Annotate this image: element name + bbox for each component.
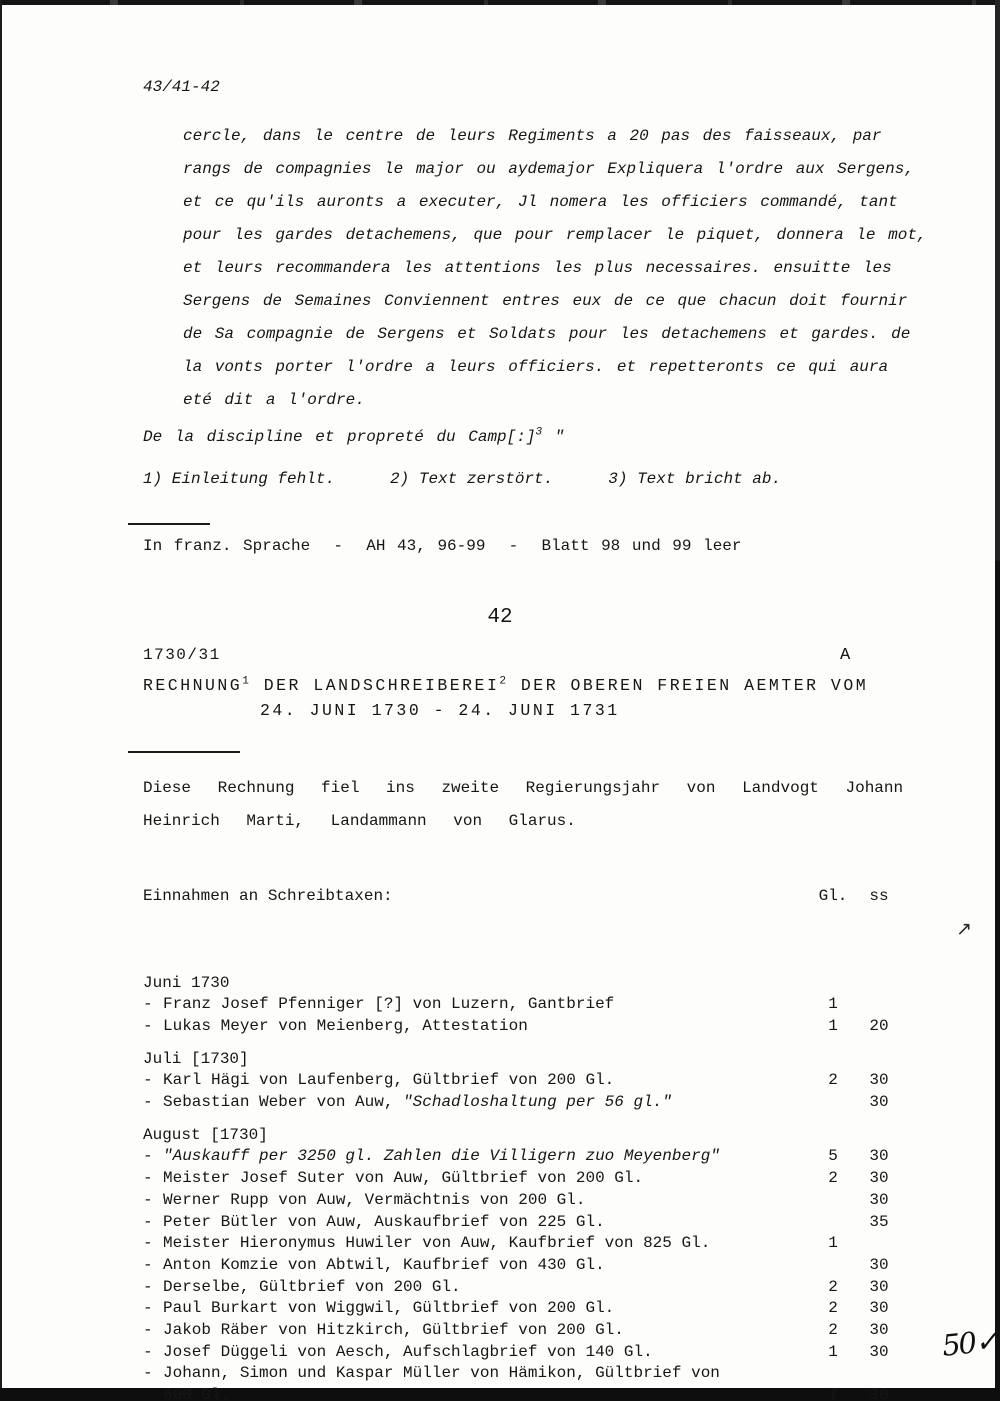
row-text: Paul Burkart von Wiggwil, Gültbrief von 200 Gl. [163, 1299, 615, 1318]
row-description [163, 1016, 811, 1038]
row-amount-gl [811, 1255, 855, 1277]
archive-reference-note: In franz. Sprache - AH 43, 96-99 - Blatt 98 und 99 leer [143, 537, 742, 555]
column-header-ss: ss [869, 887, 889, 906]
column-header-gl: Gl. [818, 887, 848, 906]
row-text: Lukas Meyer von Meienberg, Attestation [163, 1016, 528, 1035]
table-body [143, 973, 903, 1401]
series-letter: A [840, 646, 851, 665]
table-row [143, 1092, 903, 1114]
table-row [143, 1190, 903, 1212]
row-amount-gl: 2 [828, 1299, 838, 1318]
page-number: 43/41-42 [143, 78, 220, 96]
row-text-quoted: "Schadloshaltung per 56 gl." [403, 1093, 672, 1112]
french-excerpt-closing-line [143, 428, 564, 446]
row-amount-ss: 30 [869, 1277, 889, 1296]
excerpt-line: la vonts porter l'ordre a leurs officiers. et repetteronts ce qui aura [183, 358, 889, 376]
intro-line: Heinrich Marti, Landammann von Glarus. [143, 812, 576, 830]
row-dash: - [143, 1190, 153, 1209]
row-amount-ss: 20 [869, 1016, 889, 1035]
row-text: Sebastian Weber von Auw, [163, 1093, 404, 1112]
table-row [143, 1070, 903, 1092]
excerpt-line: de Sa compagnie de Sergens et Soldats pour les detachemens et gardes. de [183, 325, 911, 343]
row-text: Anton Komzie von Abtwil, Kaufbrief von 430 Gl. [163, 1255, 605, 1274]
row-amount-gl: 1 [828, 1016, 838, 1035]
table-row [143, 1255, 903, 1277]
table-row [143, 1233, 903, 1255]
row-dash: - [143, 995, 153, 1014]
row-dash: - [143, 1147, 153, 1166]
entry-year: 1730/31 [143, 646, 221, 664]
row-text: Derselbe, Gültbrief von 200 Gl. [163, 1277, 461, 1296]
table-row [143, 1146, 903, 1168]
entry-title-line1 [143, 676, 868, 695]
table-row [143, 1168, 903, 1190]
scan-edge-left [0, 0, 2, 1401]
row-description [163, 1212, 811, 1234]
row-amount-ss: 30 [869, 1386, 889, 1401]
row-amount-ss: 30 [869, 1299, 889, 1318]
row-description [163, 1277, 811, 1299]
table-row [143, 1298, 903, 1320]
camp-line-text: De la discipline et propreté du Camp[:] [143, 428, 536, 446]
row-description [163, 1092, 811, 1114]
title-rest: DER OBEREN FREIEN AEMTER VOM [508, 676, 869, 695]
row-description [163, 1233, 811, 1255]
row-dash: - [143, 1169, 153, 1188]
row-amount-gl: 1 [828, 1342, 838, 1361]
row-amount-ss [855, 1363, 903, 1385]
row-dash: - [143, 1321, 153, 1340]
footnote-ref-2: 2 [499, 675, 509, 688]
row-dash: - [143, 1071, 153, 1090]
closing-quote: " [542, 428, 565, 446]
row-dash: - [143, 1277, 153, 1296]
row-amount-ss: 30 [869, 1321, 889, 1340]
month-header: August [1730] [143, 1125, 268, 1144]
footnote-ref-1: 1 [242, 675, 252, 688]
handwritten-check-annotation: 50✓ [940, 1323, 999, 1363]
row-text: Meister Josef Suter von Auw, Gültbrief von 200 Gl. [163, 1169, 644, 1188]
row-amount-gl: 1 [828, 1234, 838, 1253]
table-header [143, 886, 903, 908]
row-text: 600 Gl. [163, 1386, 231, 1401]
row-dash: - [143, 1093, 153, 1112]
divider-rule-short [128, 523, 210, 525]
row-amount-ss: 30 [869, 1169, 889, 1188]
row-description [163, 1320, 811, 1342]
footnotes-line [143, 470, 781, 488]
row-text: Meister Hieronymus Huwiler von Auw, Kaufbrief von 825 Gl. [163, 1234, 711, 1253]
table-row [143, 1342, 903, 1364]
row-text: Jakob Räber von Hitzkirch, Gültbrief von 200 Gl. [163, 1321, 624, 1340]
row-amount-ss [855, 1233, 903, 1255]
row-amount-gl [811, 1190, 855, 1212]
row-text: Franz Josef Pfenniger [?] von Luzern, Gantbrief [163, 995, 615, 1014]
table-row [143, 1212, 903, 1234]
excerpt-line: rangs de compagnies le major ou aydemajor Expliquera l'ordre aux Sergens, [183, 160, 914, 178]
title-word-landschreiberei: DER LANDSCHREIBEREI [251, 676, 500, 695]
intro-line: Diese Rechnung fiel ins zweite Regierungsjahr von Landvogt Johann [143, 779, 904, 797]
row-amount-gl [811, 1363, 855, 1385]
excerpt-line: et ce qu'ils auronts a executer, Jl nomera les officiers commandé, tant [183, 193, 898, 211]
excerpt-line: pour les gardes detachemens, que pour remplacer le piquet, donnera le mot, [183, 226, 927, 244]
footnote-item: 2) Text zerstört. [390, 470, 554, 488]
row-text: Johann, Simon und Kaspar Müller von Hämikon, Gültbrief von [163, 1364, 720, 1383]
table-row [143, 1320, 903, 1342]
row-text: Karl Hägi von Laufenberg, Gültbrief von 200 Gl. [163, 1071, 615, 1090]
row-amount-ss: 30 [869, 1190, 889, 1209]
row-amount-ss: 30 [869, 1147, 889, 1166]
row-dash: - [143, 1255, 153, 1274]
row-description [163, 1146, 811, 1168]
french-excerpt [183, 120, 963, 417]
divider-rule-title [128, 751, 240, 753]
entry-title-line2: 24. JUNI 1730 - 24. JUNI 1731 [260, 701, 620, 720]
excerpt-line: et leurs recommandera les attentions les plus necessaires. ensuitte les [183, 259, 892, 277]
scan-edge-right [995, 0, 1000, 1401]
month-header: Juni 1730 [143, 973, 230, 992]
row-amount-gl: 2 [828, 1277, 838, 1296]
table-heading: Einnahmen an Schreibtaxen: [143, 887, 393, 906]
row-dash: - [143, 1212, 153, 1231]
row-amount-gl [811, 1092, 855, 1114]
table-row [143, 1363, 903, 1385]
row-amount-gl: 1 [828, 995, 838, 1014]
intro-paragraph [143, 772, 963, 838]
income-table [143, 843, 903, 1401]
excerpt-line: cercle, dans le centre de leurs Regiments a 20 pas des faisseaux, par [183, 127, 882, 145]
row-amount-ss: 30 [869, 1071, 889, 1090]
row-description [163, 1190, 811, 1212]
row-description [163, 1298, 811, 1320]
row-description [163, 1342, 811, 1364]
row-dash: - [143, 1364, 153, 1383]
row-description [163, 1255, 811, 1277]
row-amount-gl [811, 1212, 855, 1234]
row-description [163, 1385, 811, 1401]
row-description [163, 1363, 811, 1385]
table-row [143, 1277, 903, 1299]
row-amount-ss [855, 994, 903, 1016]
row-amount-ss: 35 [869, 1212, 889, 1231]
row-amount-ss: 30 [869, 1255, 889, 1274]
row-text: Peter Bütler von Auw, Auskaufbrief von 225 Gl. [163, 1212, 605, 1231]
row-amount-ss: 30 [869, 1093, 889, 1112]
row-dash: - [143, 1016, 153, 1035]
table-row [143, 1016, 903, 1038]
row-amount-gl: 2 [828, 1169, 838, 1188]
row-indent [143, 1385, 163, 1401]
row-description [163, 1070, 811, 1092]
footnote-item: 1) Einleitung fehlt. [143, 470, 336, 488]
row-description [163, 1168, 811, 1190]
excerpt-line: Sergens de Semaines Conviennent entres eux de ce que chacun doit fournir [183, 292, 908, 310]
row-description [163, 994, 811, 1016]
row-dash: - [143, 1342, 153, 1361]
row-text: Werner Rupp von Auw, Vermächtnis von 200 Gl. [163, 1190, 586, 1209]
row-amount-gl: 2 [828, 1321, 838, 1340]
row-dash: - [143, 1234, 153, 1253]
scan-edge-top [0, 0, 1000, 5]
row-amount-gl: 5 [828, 1147, 838, 1166]
row-amount-gl: 2 [828, 1071, 838, 1090]
excerpt-line: eté dit a l'ordre. [183, 391, 365, 409]
footnote-ref-3: 3 [535, 426, 543, 439]
month-header: Juli [1730] [143, 1049, 249, 1068]
table-row [143, 994, 903, 1016]
row-amount-ss: 30 [869, 1342, 889, 1361]
table-row [143, 1385, 903, 1401]
entry-number: 42 [487, 606, 513, 629]
footnote-item: 3) Text bricht ab. [608, 470, 782, 488]
row-amount-gl: 7 [828, 1386, 838, 1401]
row-text-quoted: "Auskauff per 3250 gl. Zahlen die Villigern zuo Meyenberg" [163, 1147, 720, 1166]
row-text: Josef Düggeli von Aesch, Aufschlagbrief von 140 Gl. [163, 1342, 653, 1361]
row-dash: - [143, 1299, 153, 1318]
pencil-arrow-annotation: ↗ [956, 918, 972, 940]
title-word-rechnung: RECHNUNG [143, 676, 243, 695]
